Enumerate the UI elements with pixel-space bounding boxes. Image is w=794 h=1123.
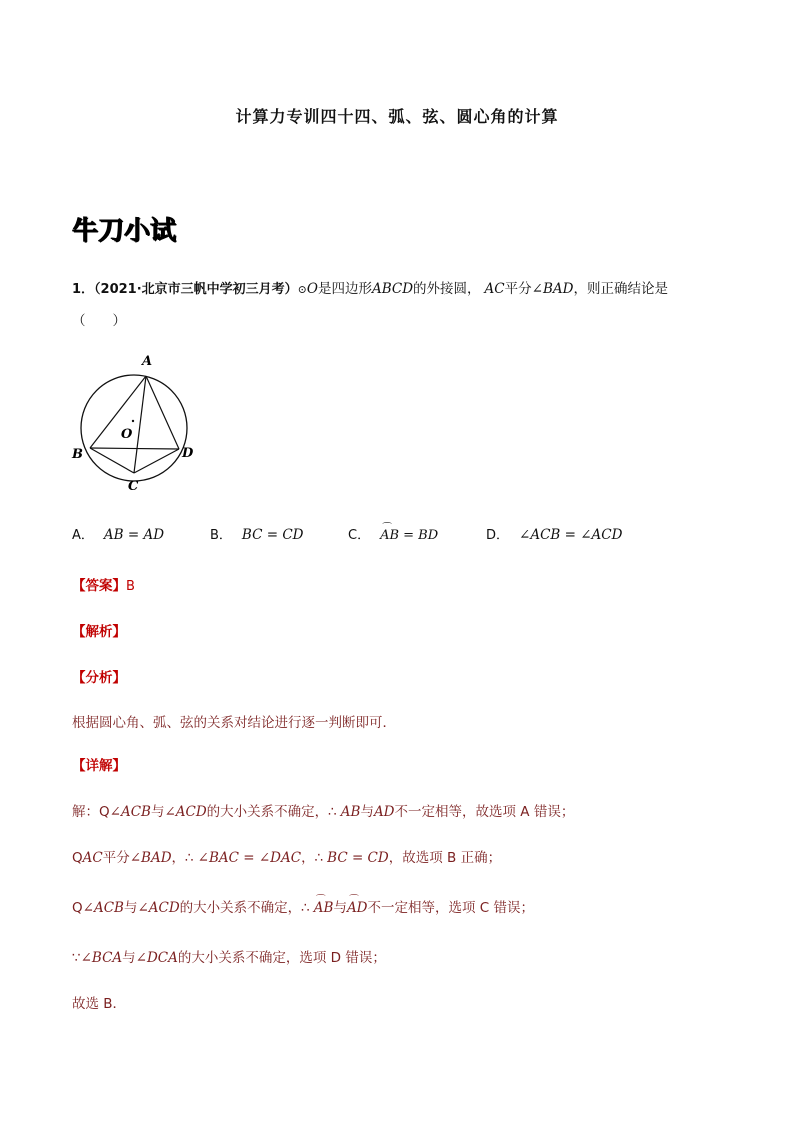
therefore-symbol: ∴ xyxy=(301,900,310,916)
option-c[interactable] xyxy=(348,524,438,543)
sol-text: ，故选项 B 正确； xyxy=(388,850,502,866)
math-ab: AB xyxy=(340,804,361,820)
because-symbol: ∵ xyxy=(72,950,81,966)
segment-bc xyxy=(90,448,134,473)
segment-ad xyxy=(146,376,179,449)
stem-text: 平分∠ xyxy=(504,281,543,297)
option-expr: ⌒ AB = BD xyxy=(380,528,438,543)
option-expr: AB = AD xyxy=(103,527,165,543)
math-ac: AC xyxy=(82,850,103,866)
math-angle-eq: ∠BAC = ∠DAC xyxy=(197,850,302,866)
option-label: B． xyxy=(210,528,232,543)
fenxi-text: 根据圆心角、弧、弦的关系对结论进行逐一判断即可． xyxy=(72,715,396,731)
circle-figure xyxy=(66,345,206,495)
sol-text: 与 xyxy=(360,804,374,820)
math-o: O xyxy=(306,281,318,297)
sol-text: 不一定相等，选项 C 错误； xyxy=(367,900,535,916)
label-d: D xyxy=(182,446,194,461)
sol-text: 与 xyxy=(333,900,347,916)
math-ad: AD xyxy=(373,804,395,820)
question-source: （2021·北京市三帆中学初三月考） xyxy=(94,282,298,297)
math-acd: ∠ACD xyxy=(164,804,207,820)
section-heading: 牛刀小试 xyxy=(72,216,177,246)
answer-paren: （ ） xyxy=(72,313,126,329)
page-title: 计算力专训四十四、弧、弦、圆心角的计算 xyxy=(235,107,559,126)
segment-ac xyxy=(134,376,146,473)
math-arc-ab: ⌒ AB xyxy=(314,900,334,916)
stem-text: 是四边形 xyxy=(317,281,372,297)
math-bad: ∠BAD xyxy=(129,850,172,866)
sol-text: ， xyxy=(301,850,315,866)
math-acb: ∠ACB xyxy=(82,900,124,916)
math-dca: ∠DCA xyxy=(135,950,178,966)
segment-bd xyxy=(90,448,179,449)
math-bc-cd: BC = CD xyxy=(327,850,389,866)
math-abcd: ABCD xyxy=(371,281,414,297)
therefore-symbol: ∴ xyxy=(314,850,324,866)
sol-text: 与 xyxy=(150,804,165,820)
solution-line-1 xyxy=(72,800,574,820)
sol-text: 与 xyxy=(122,950,136,966)
question-stem xyxy=(72,278,722,301)
math-acd: ∠ACD xyxy=(137,900,180,916)
label-a: A xyxy=(142,354,153,369)
solution-line-3 xyxy=(72,896,534,916)
sol-text: 平分 xyxy=(102,850,130,866)
sol-text: 的大小关系不确定，选项 D 错误； xyxy=(177,950,386,966)
segment-ab xyxy=(90,376,146,448)
option-expr: BC = CD xyxy=(241,527,304,543)
stem-text: 的外接圆， xyxy=(413,281,481,297)
stem-text: ，则正确结论是 xyxy=(573,281,668,297)
option-expr: ∠ACB = ∠ACD xyxy=(519,527,623,543)
answer-line xyxy=(72,574,135,594)
solution-line-2 xyxy=(72,846,501,866)
solution-line-4 xyxy=(72,946,386,966)
math-acb: ∠ACB xyxy=(109,804,151,820)
label-c: C xyxy=(128,479,139,494)
option-a[interactable] xyxy=(72,524,164,543)
sol-text: 的大小关系不确定， xyxy=(179,900,302,916)
math-ac: AC xyxy=(484,281,505,297)
xiangjie-tag: 【详解】 xyxy=(72,758,126,774)
segment-cd xyxy=(134,449,179,473)
question-number: 1． xyxy=(72,282,95,297)
sol-text: Q xyxy=(72,850,83,866)
math-bad: BAD xyxy=(542,281,574,297)
center-point xyxy=(132,420,134,422)
analysis-tag: 【解析】 xyxy=(72,624,126,640)
sol-text: 与 xyxy=(123,900,138,916)
math-arc-ad: ⌒ AD xyxy=(347,900,368,916)
label-o: O xyxy=(121,427,133,442)
circle-symbol: ⊙ xyxy=(297,283,307,296)
answer-tag: 【答案】 xyxy=(72,578,126,594)
option-d[interactable] xyxy=(486,524,622,543)
option-b[interactable] xyxy=(210,524,303,543)
sol-text: Q xyxy=(72,900,83,916)
sol-text: 不一定相等，故选项 A 错误； xyxy=(394,804,575,820)
option-label: D． xyxy=(486,528,510,543)
option-label: A． xyxy=(72,528,94,543)
therefore-symbol: ∴ xyxy=(328,804,337,820)
label-b: B xyxy=(72,447,83,462)
answer-value: B xyxy=(126,579,135,594)
solution-line-5: 故选 B． xyxy=(72,996,127,1012)
math-bca: ∠BCA xyxy=(80,950,123,966)
fenxi-tag: 【分析】 xyxy=(72,670,126,686)
option-label: C． xyxy=(348,528,371,543)
sol-text: 的大小关系不确定， xyxy=(206,804,329,820)
sol-text: 解：Q xyxy=(72,804,110,820)
sol-text: ， xyxy=(171,850,186,866)
therefore-symbol: ∴ xyxy=(185,850,194,866)
